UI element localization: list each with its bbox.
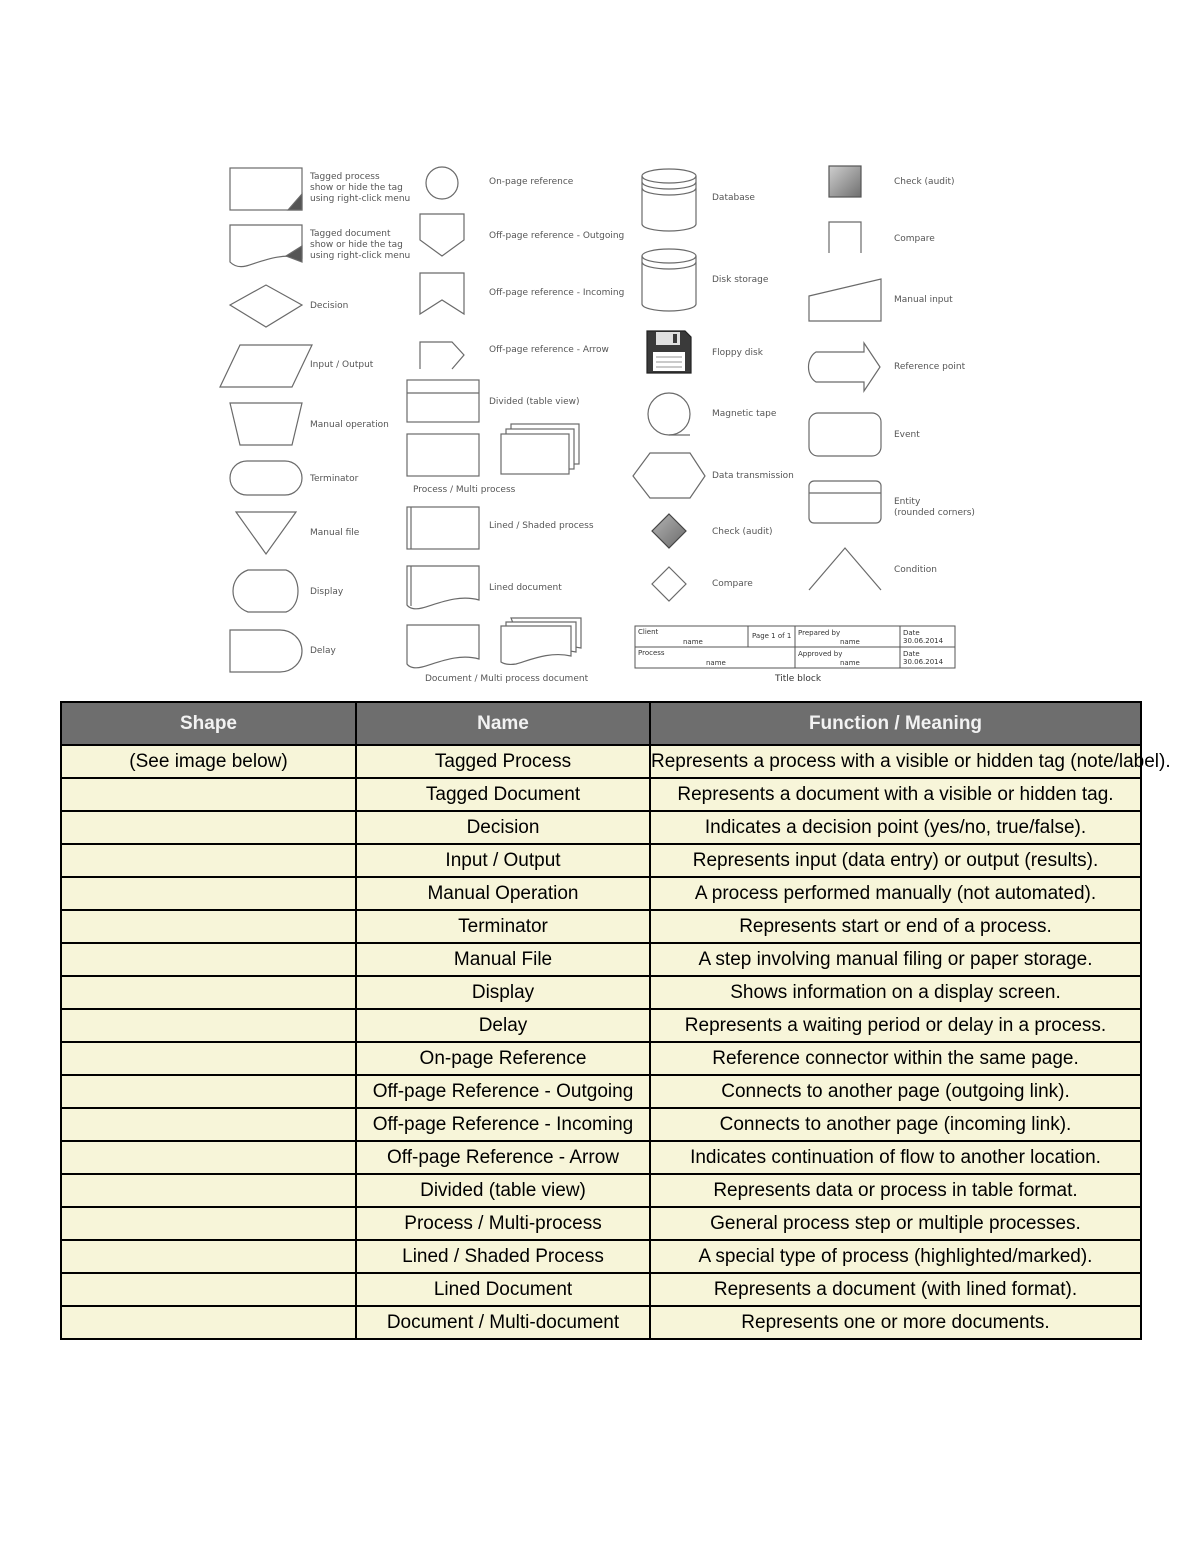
table-row [61, 1108, 1141, 1141]
cell-name: Decision [356, 811, 650, 844]
cell-meaning: Represents a document with a visible or hidden tag. [650, 778, 1141, 811]
table-row [61, 1009, 1141, 1042]
cell-name: Manual Operation [356, 877, 650, 910]
off-page-outgoing-shape [420, 214, 464, 256]
label-document-multi: Document / Multi process document [425, 674, 589, 684]
compare-square-shape [829, 222, 861, 253]
multi-process-shape [501, 424, 579, 474]
cell-meaning: Shows information on a display screen. [650, 976, 1141, 1009]
label-off-page-incoming: Off-page reference - Incoming [489, 288, 625, 298]
cell-meaning: Represents one or more documents. [650, 1306, 1141, 1339]
label-tagged-document: Tagged document show or hide the tag using right-click menu [310, 229, 411, 261]
label-decision: Decision [310, 301, 349, 311]
cell-shape [61, 1273, 356, 1306]
label-check-audit-diamond: Check (audit) [712, 527, 773, 537]
manual-input-shape [809, 279, 881, 321]
cell-name: Off-page Reference - Incoming [356, 1108, 650, 1141]
title-block-approved-by: Approved by [798, 650, 843, 658]
cell-name: Process / Multi-process [356, 1207, 650, 1240]
cell-meaning: Connects to another page (incoming link). [650, 1108, 1141, 1141]
label-on-page-reference: On-page reference [489, 177, 574, 187]
label-compare-square: Compare [894, 234, 935, 244]
label-process-multi: Process / Multi process [413, 485, 516, 495]
title-block-process: Process [638, 649, 665, 657]
table-row [61, 976, 1141, 1009]
cell-shape [61, 811, 356, 844]
label-reference-point: Reference point [894, 362, 966, 372]
database-shape [642, 169, 696, 231]
title-block-client: Client [638, 628, 659, 636]
table-row [61, 910, 1141, 943]
input-output-shape [220, 345, 312, 387]
label-manual-input: Manual input [894, 295, 953, 305]
cell-name: Off-page Reference - Arrow [356, 1141, 650, 1174]
label-manual-operation: Manual operation [310, 420, 389, 430]
cell-meaning: Indicates continuation of flow to another location. [650, 1141, 1141, 1174]
cell-shape: (See image below) [61, 745, 356, 778]
label-database: Database [712, 193, 755, 203]
check-audit-square-shape [829, 166, 861, 197]
cell-meaning: General process step or multiple processes. [650, 1207, 1141, 1240]
cell-name: Display [356, 976, 650, 1009]
cell-shape [61, 976, 356, 1009]
label-off-page-outgoing: Off-page reference - Outgoing [489, 231, 625, 241]
table-row [61, 1273, 1141, 1306]
title-block-prepared-by: Prepared by [798, 629, 841, 637]
terminator-shape [230, 461, 302, 495]
manual-file-shape [236, 512, 296, 554]
title-block-date1-label: Date [903, 629, 920, 637]
display-shape [233, 570, 298, 612]
title-block-client-name: name [683, 638, 703, 646]
label-data-transmission: Data transmission [712, 471, 794, 481]
cell-shape [61, 1240, 356, 1273]
label-terminator: Terminator [310, 474, 359, 484]
flowchart-shapes-figure [0, 0, 1200, 700]
process-shape [407, 434, 479, 476]
cell-shape [61, 1174, 356, 1207]
cell-name: On-page Reference [356, 1042, 650, 1075]
label-lined-shaded: Lined / Shaded process [489, 521, 594, 531]
cell-meaning: Represents a document (with lined format). [650, 1273, 1141, 1306]
compare-diamond-shape [652, 567, 686, 601]
divided-shape [407, 380, 479, 422]
label-lined-document: Lined document [489, 583, 562, 593]
cell-name: Delay [356, 1009, 650, 1042]
cell-shape [61, 943, 356, 976]
label-manual-file: Manual file [310, 528, 360, 538]
table-row [61, 877, 1141, 910]
label-disk-storage: Disk storage [712, 275, 769, 285]
on-page-reference-shape [426, 167, 458, 199]
entity-shape [809, 481, 881, 523]
title-block-date1: 30.06.2014 [903, 637, 944, 645]
cell-meaning: Represents data or process in table format. [650, 1174, 1141, 1207]
disk-storage-shape [642, 249, 696, 311]
table-row [61, 943, 1141, 976]
cell-meaning: Indicates a decision point (yes/no, true/false). [650, 811, 1141, 844]
tagged-document-shape [230, 225, 302, 267]
cell-shape [61, 1207, 356, 1240]
table-header-row [61, 702, 1141, 745]
cell-name: Off-page Reference - Outgoing [356, 1075, 650, 1108]
table-row [61, 1075, 1141, 1108]
cell-shape [61, 844, 356, 877]
off-page-arrow-shape [420, 342, 464, 369]
cell-name: Divided (table view) [356, 1174, 650, 1207]
cell-name: Document / Multi-document [356, 1306, 650, 1339]
cell-meaning: Connects to another page (outgoing link). [650, 1075, 1141, 1108]
cell-shape [61, 778, 356, 811]
table-row [61, 1042, 1141, 1075]
cell-meaning: A step involving manual filing or paper storage. [650, 943, 1141, 976]
decision-shape [230, 285, 302, 327]
cell-meaning: Represents a process with a visible or hidden tag (note/label). [650, 745, 1141, 778]
label-condition: Condition [894, 565, 937, 575]
label-off-page-arrow: Off-page reference - Arrow [489, 345, 609, 355]
cell-name: Input / Output [356, 844, 650, 877]
cell-name: Manual File [356, 943, 650, 976]
title-block-process-name: name [706, 659, 726, 667]
cell-meaning: Represents start or end of a process. [650, 910, 1141, 943]
cell-name: Tagged Process [356, 745, 650, 778]
title-block-date2-label: Date [903, 650, 920, 658]
table-row [61, 1240, 1141, 1273]
table-row [61, 778, 1141, 811]
cell-meaning: A process performed manually (not automated). [650, 877, 1141, 910]
cell-shape [61, 1141, 356, 1174]
label-compare-diamond: Compare [712, 579, 753, 589]
event-shape [809, 413, 881, 456]
title-block-approved-name: name [840, 659, 860, 667]
header-shape: Shape [61, 702, 356, 745]
lined-shaded-process-shape [407, 507, 479, 549]
label-divided: Divided (table view) [489, 397, 580, 407]
cell-shape [61, 1108, 356, 1141]
table-row [61, 811, 1141, 844]
label-input-output: Input / Output [310, 360, 374, 370]
table-body [61, 745, 1171, 1339]
table-row [61, 1174, 1141, 1207]
cell-name: Lined Document [356, 1273, 650, 1306]
label-entity: Entity (rounded corners) [894, 497, 975, 518]
lined-document-shape [407, 566, 479, 609]
cell-shape [61, 1075, 356, 1108]
table-row [61, 745, 1141, 778]
header-name: Name [356, 702, 650, 745]
label-display: Display [310, 587, 344, 597]
cell-meaning: Represents a waiting period or delay in a process. [650, 1009, 1141, 1042]
cell-meaning: A special type of process (highlighted/marked). [650, 1240, 1141, 1273]
reference-point-shape [809, 343, 881, 391]
label-magnetic-tape: Magnetic tape [712, 409, 777, 419]
cell-meaning: Reference connector within the same page. [650, 1042, 1141, 1075]
label-event: Event [894, 430, 920, 440]
manual-operation-shape [230, 403, 302, 445]
title-block-caption: Title block [775, 674, 822, 684]
label-check-audit-square: Check (audit) [894, 177, 955, 187]
table-row [61, 1141, 1141, 1174]
off-page-incoming-shape [420, 273, 464, 314]
cell-meaning: Represents input (data entry) or output (results). [650, 844, 1141, 877]
data-transmission-shape [633, 453, 705, 498]
document-shape [407, 625, 479, 668]
delay-shape [230, 630, 302, 672]
header-function: Function / Meaning [650, 702, 1141, 745]
label-tagged-process: Tagged process show or hide the tag using right-click menu [310, 172, 411, 204]
cell-name: Terminator [356, 910, 650, 943]
multi-document-shape [501, 618, 581, 664]
magnetic-tape-shape [648, 393, 690, 435]
cell-shape [61, 1042, 356, 1075]
label-floppy-disk: Floppy disk [712, 348, 763, 358]
check-audit-diamond-shape [652, 514, 686, 548]
title-block-page: Page 1 of 1 [752, 632, 792, 640]
title-block-date2: 30.06.2014 [903, 658, 944, 666]
tagged-process-shape [230, 168, 302, 210]
condition-shape [809, 548, 881, 590]
cell-shape [61, 1306, 356, 1339]
cell-shape [61, 910, 356, 943]
label-delay: Delay [310, 646, 336, 656]
shapes-table [60, 701, 1171, 1340]
cell-name: Tagged Document [356, 778, 650, 811]
table-row [61, 844, 1141, 877]
cell-shape [61, 1009, 356, 1042]
table-row [61, 1207, 1141, 1240]
title-block-prepared-name: name [840, 638, 860, 646]
cell-shape [61, 877, 356, 910]
floppy-disk-shape [647, 331, 691, 373]
cell-name: Lined / Shaded Process [356, 1240, 650, 1273]
table-row [61, 1306, 1141, 1339]
